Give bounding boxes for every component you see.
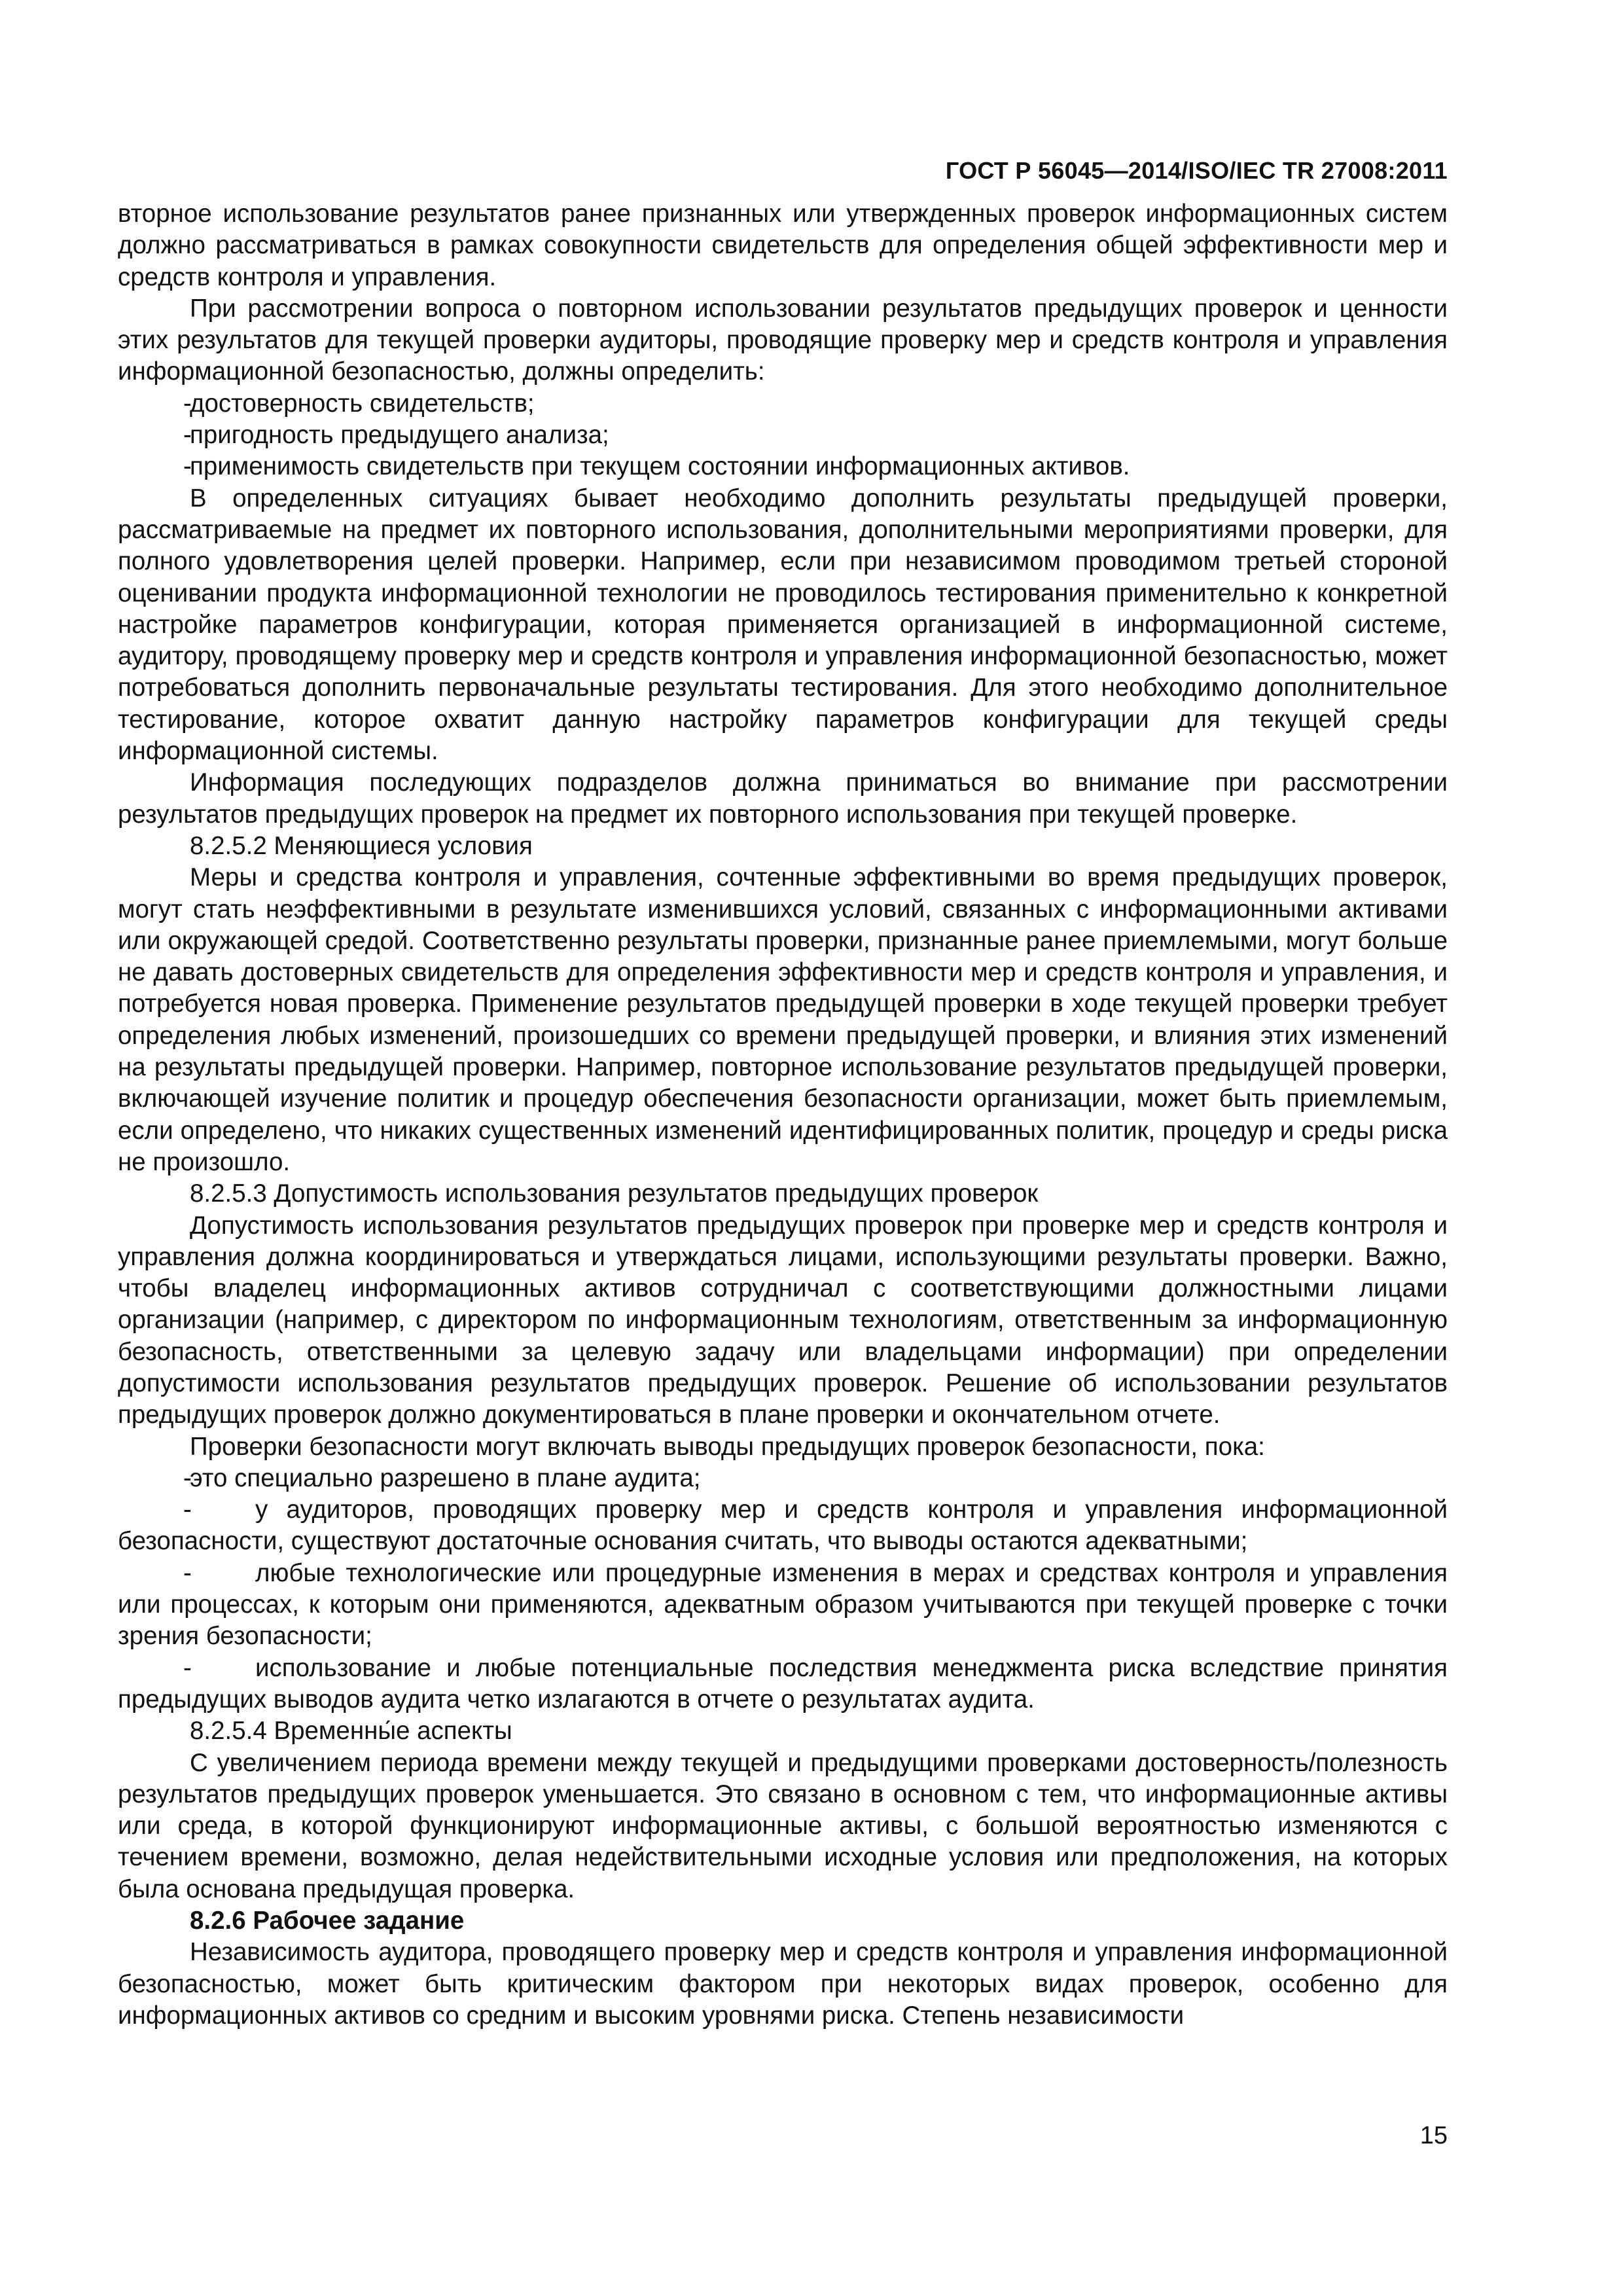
list-item-text: это специально разрешено в плане аудита; — [190, 1463, 701, 1492]
section-heading: 8.2.5.3 Допустимость использования результатов предыдущих проверок — [190, 1179, 1039, 1208]
list-item — [118, 1653, 1448, 1716]
list-marker: - — [183, 421, 192, 450]
list-item — [118, 1558, 1448, 1653]
paragraph: Допустимость использования результатов предыдущих проверок при проверке мер и средств контроля и управления должна координироваться и утверждаться лицами, использующими результаты проверки. Важно, чтобы владелец информационных активов сотрудничал с соответствующими должностными лицами организации (например, с директором по информационным технологиям, ответственным за информационную безопасность, ответственными за целевую задачу или владельцами информации) при определении допустимости использования результатов предыдущих проверок. Решение об использовании результатов предыдущих проверок должно документироваться в плане проверки и окончательном отчете. — [118, 1211, 1448, 1429]
paragraph: Информация последующих подразделов должна приниматься во внимание при рассмотрении результатов предыдущих проверок на предмет их повторного использования при текущей проверке. — [118, 768, 1448, 829]
list-marker: - — [183, 1653, 192, 1682]
paragraph: С увеличением периода времени между текущей и предыдущими проверками достоверность/полезность результатов предыдущих проверок уменьшается. Это связано в основном с тем, что информационные активы или среда, в которой функционируют информационные активы, с большой вероятностью изменяются с течением времени, возможно, делая недействительными исходные условия или предположения, на которых была основана предыдущая проверка. — [118, 1748, 1448, 1903]
page-number: 15 — [1419, 2122, 1448, 2149]
list-item — [118, 1463, 1448, 1494]
list-item-text: использование и любые потенциальные последствия менеджмента риска вследствие принятия предыдущих выводов аудита четко излагаются в отчете о результатах аудита. — [118, 1653, 1448, 1713]
paragraph: Проверки безопасности могут включать выводы предыдущих проверок безопасности, пока: — [190, 1432, 1265, 1461]
section-heading: 8.2.5.4 Временны́е аспекты — [190, 1717, 512, 1746]
list-marker: - — [183, 1558, 192, 1587]
list-item — [118, 451, 1448, 482]
list-item — [118, 388, 1448, 420]
paragraph: вторное использование результатов ранее признанных или утвержденных проверок информационных систем должно рассматриваться в рамках совокупности свидетельств для определения общей эффективности мер и средств контроля и управления. — [118, 200, 1448, 291]
standard-header: ГОСТ Р 56045—2014/ISO/IEC TR 27008:2011 — [945, 157, 1448, 184]
bold-heading-text: 8.2.6 Рабочее задание — [190, 1907, 465, 1935]
list-marker: - — [183, 452, 192, 481]
body-text — [118, 198, 1448, 2032]
list-item-text: пригодность предыдущего анализа; — [190, 421, 609, 450]
list-item — [118, 1494, 1448, 1558]
list-marker: - — [183, 389, 192, 418]
paragraph: Меры и средства контроля и управления, сочтенные эффективными во время предыдущих проверок, могут стать неэффективными в результате изменившихся условий, связанных с информационными активами или окружающей средой. Соответственно результаты проверки, признанные ранее приемлемыми, могут больше не давать достоверных свидетельств для определения эффективности мер и средств контроля и управления, и потребуется новая проверка. Применение результатов предыдущей проверки в ходе текущей проверки требует определения любых изменений, произошедших со времени предыдущей проверки, и влияния этих изменений на результаты предыдущей проверки. Например, повторное использование результатов предыдущей проверки, включающей изучение политик и процедур обеспечения безопасности организации, может быть приемлемым, если определено, что никаких существенных изменений идентифицированных политик, процедур и среды риска не произошло. — [118, 863, 1448, 1176]
paragraph: В определенных ситуациях бывает необходимо дополнить результаты предыдущей проверки, рассматриваемые на предмет их повторного использования, дополнительными мероприятиями проверки, для полного удовлетворения целей проверки. Например, если при независимом проводимом третьей стороной оценивании продукта информационной технологии не проводилось тестирования применительно к конкретной настройке параметров конфигурации, которая применяется организацией в информационной системе, аудитору, проводящему проверку мер и средств контроля и управления информационной безопасностью, может потребоваться дополнить первоначальные результаты тестирования. Для этого необходимо дополнительное тестирование, которое охватит данную настройку параметров конфигурации для текущей среды информационной системы. — [118, 484, 1448, 766]
paragraph: При рассмотрении вопроса о повторном использовании результатов предыдущих проверок и ценности этих результатов для текущей проверки аудиторы, проводящие проверку мер и средств контроля и управления информационной безопасностью, должны определить: — [118, 294, 1448, 386]
section-heading: 8.2.5.2 Меняющиеся условия — [190, 831, 533, 860]
paragraph: Независимость аудитора, проводящего проверку мер и средств контроля и управления информационной безопасностью, может быть критическим фактором при некоторых видах проверок, особенно для информационных активов со средним и высоким уровнями риска. Степень независимости — [118, 1938, 1448, 2030]
list-item-text: любые технологические или процедурные изменения в мерах и средствах контроля и управления или процессах, к которым они применяются, адекватным образом учитываются при текущей проверке с точки зрения безопасности; — [118, 1558, 1448, 1651]
list-item-text: применимость свидетельств при текущем состоянии информационных активов. — [190, 452, 1130, 481]
list-item — [118, 420, 1448, 451]
list-item-text: у аудиторов, проводящих проверку мер и средств контроля и управления информационной безопасности, существуют достаточные основания считать, что выводы остаются адекватными; — [118, 1496, 1448, 1556]
list-item-text: достоверность свидетельств; — [190, 389, 535, 418]
section-heading-bold — [118, 1905, 1448, 1937]
list-marker: - — [183, 1463, 192, 1492]
list-marker: - — [183, 1496, 192, 1524]
